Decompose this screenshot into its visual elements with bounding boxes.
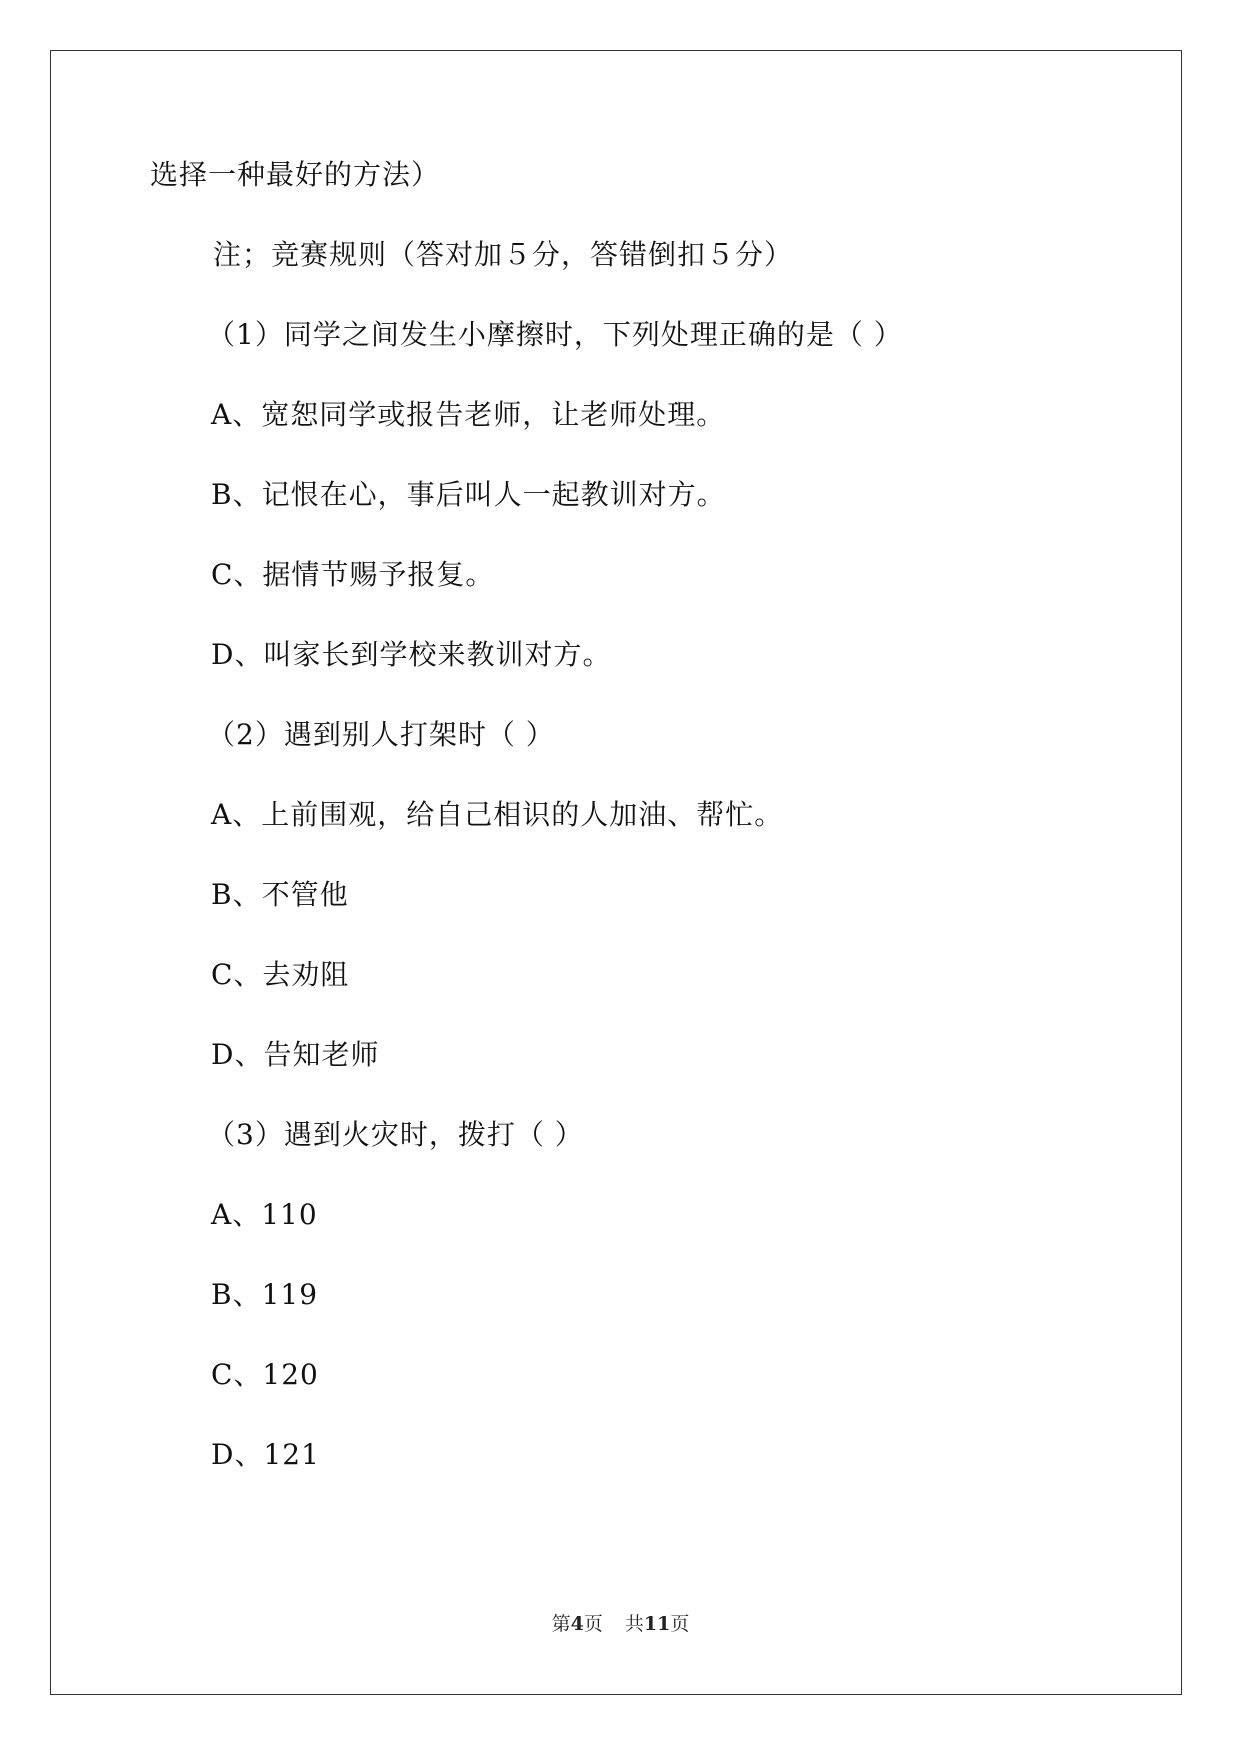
total-pages-number: 11 [643,1613,671,1635]
question-3-option-a: A、110 [211,1198,318,1231]
footer-total-prefix: 共 [624,1613,644,1635]
question-3-option-c: C、120 [211,1358,319,1391]
question-3: （3）遇到火灾时，拨打（ ） [207,1118,584,1151]
question-1-option-c: C、据情节赐予报复。 [211,558,495,591]
rules-note: 注；竞赛规则（答对加５分，答错倒扣５分） [213,238,794,271]
page-footer [0,1612,1241,1636]
question-2-option-b: B、不管他 [211,878,349,911]
question-2-option-a: A、上前围观，给自己相识的人加油、帮忙。 [211,798,784,831]
current-page-number: 4 [570,1613,584,1635]
footer-total-unit: 页 [670,1613,690,1635]
footer-prefix: 第 [551,1613,571,1635]
question-1-option-d: D、叫家长到学校来教训对方。 [211,638,612,671]
question-3-option-d: D、121 [211,1438,320,1471]
question-1-option-b: B、记恨在心，事后叫人一起教训对方。 [211,478,726,511]
intro-line: 选择一种最好的方法） [150,158,441,191]
question-2-option-d: D、告知老师 [211,1038,380,1071]
question-2-option-c: C、去劝阻 [211,958,350,991]
question-1-option-a: A、宽恕同学或报告老师，让老师处理。 [211,398,726,431]
question-3-option-b: B、119 [211,1278,319,1311]
question-1: （1）同学之间发生小摩擦时，下列处理正确的是（ ） [207,318,903,351]
question-2: （2）遇到别人打架时（ ） [207,718,555,751]
footer-page-unit: 页 [583,1613,603,1635]
